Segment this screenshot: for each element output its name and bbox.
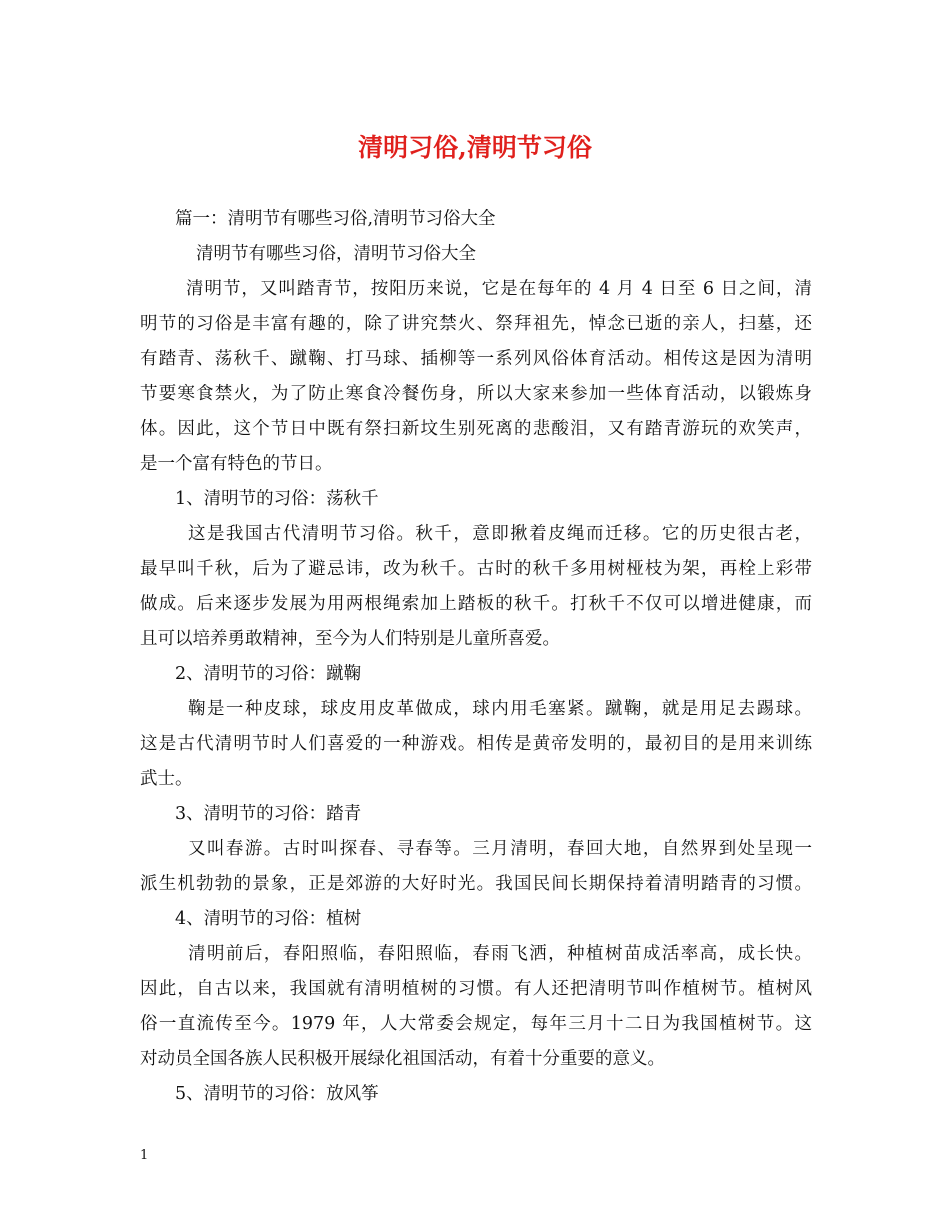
body-line: 1、清明节的习俗：荡秋千 <box>175 489 379 509</box>
body-line: 节要寒食禁火，为了防止寒食冷餐伤身，所以大家来参加一些体育活动，以锻炼身 <box>140 384 812 404</box>
body-line: 武士。 <box>140 769 193 789</box>
body-line: 有踏青、荡秋千、蹴鞠、打马球、插柳等一系列风俗体育活动。相传这是因为清明 <box>140 349 812 369</box>
body-line: 这是古代清明节时人们喜爱的一种游戏。相传是黄帝发明的，最初目的是用来训练 <box>140 734 812 754</box>
body-line: 清明前后，春阳照临，春阳照临，春雨飞洒，种植树苗成活率高，成长快。 <box>188 944 812 964</box>
body-line: 做成。后来逐步发展为用两根绳索加上踏板的秋千。打秋千不仅可以增进健康，而 <box>140 594 812 614</box>
document-body <box>140 202 812 1112</box>
body-line: 明节的习俗是丰富有趣的，除了讲究禁火、祭拜祖先，悼念已逝的亲人，扫墓，还 <box>140 314 812 334</box>
body-line: 2、清明节的习俗：蹴鞠 <box>175 664 362 684</box>
body-line: 5、清明节的习俗：放风筝 <box>175 1084 379 1104</box>
body-line: 篇一：清明节有哪些习俗,清明节习俗大全 <box>175 209 496 229</box>
document-title: 清明习俗,清明节习俗 <box>358 133 592 162</box>
body-line: 且可以培养勇敢精神，至今为人们特别是儿童所喜爱。 <box>140 629 560 649</box>
body-line: 鞠是一种皮球，球皮用皮革做成，球内用毛塞紧。蹴鞠，就是用足去踢球。 <box>188 699 812 719</box>
body-line: 4、清明节的习俗：植树 <box>175 909 362 929</box>
body-line: 最早叫千秋，后为了避忌讳，改为秋千。古时的秋千多用树桠枝为架，再栓上彩带 <box>140 559 812 579</box>
body-line: 又叫春游。古时叫探春、寻春等。三月清明，春回大地，自然界到处呈现一 <box>188 839 812 859</box>
body-line: 对动员全国各族人民积极开展绿化祖国活动，有着十分重要的意义。 <box>140 1049 665 1069</box>
body-line: 俗一直流传至今。1979 年，人大常委会规定，每年三月十二日为我国植树节。这 <box>140 1014 812 1034</box>
body-line: 清明节，又叫踏青节，按阳历来说，它是在每年的 4 月 4 日至 6 日之间，清 <box>186 279 812 299</box>
body-line: 是一个富有特色的节日。 <box>140 454 333 474</box>
body-line: 因此，自古以来，我国就有清明植树的习惯。有人还把清明节叫作植树节。植树风 <box>140 979 812 999</box>
body-line: 清明节有哪些习俗，清明节习俗大全 <box>196 244 476 264</box>
body-line: 这是我国古代清明节习俗。秋千，意即揪着皮绳而迁移。它的历史很古老， <box>188 524 812 544</box>
page-number: 1 <box>140 1148 149 1163</box>
body-line: 体。因此，这个节日中既有祭扫新坟生别死离的悲酸泪，又有踏青游玩的欢笑声， <box>140 419 812 439</box>
body-line: 3、清明节的习俗：踏青 <box>175 804 362 824</box>
body-line: 派生机勃勃的景象，正是郊游的大好时光。我国民间长期保持着清明踏青的习惯。 <box>140 874 812 894</box>
